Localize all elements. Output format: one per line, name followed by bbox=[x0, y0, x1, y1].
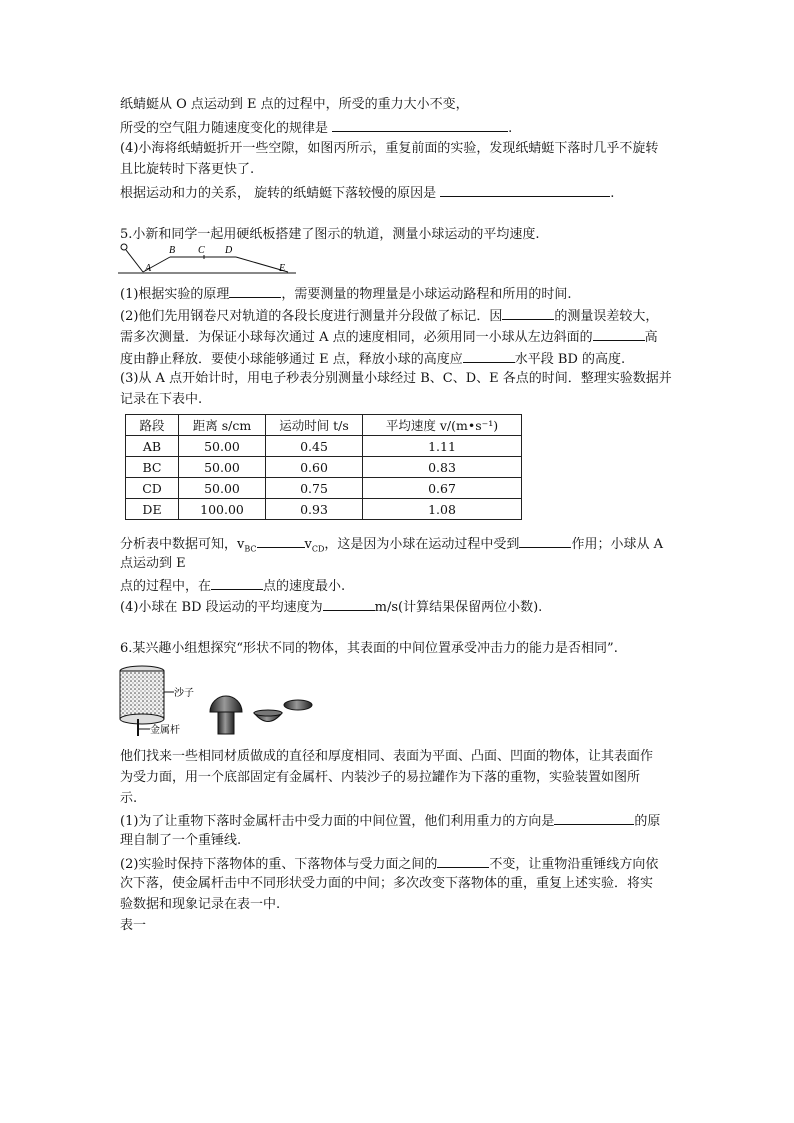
flat-object bbox=[284, 700, 312, 710]
table-cell: 50.00 bbox=[179, 436, 266, 457]
table-header-row bbox=[126, 415, 522, 436]
blank[interactable] bbox=[323, 597, 375, 611]
q6-part1-line1: (1)为了让重物下落时金属杆击中受力面的中间位置，他们利用重力的方向是 的原 bbox=[120, 811, 660, 831]
table-cell: 1.08 bbox=[363, 499, 522, 520]
label-sand: 沙子 bbox=[174, 688, 194, 699]
table-row bbox=[126, 436, 522, 457]
q5-part3-line2: 记录在下表中. bbox=[120, 392, 203, 407]
track-label-b: B bbox=[169, 245, 176, 256]
table-cell: BC bbox=[126, 457, 179, 478]
q4-line-3: (4)小海将纸蜻蜓折开一些空隙，如图丙所示，重复前面的实验，发现纸蜻蜓下落时几乎不旋转 bbox=[120, 141, 659, 156]
q5-part1: (1)根据实验的原理 ，需要测量的物理量是小球运动路程和所用的时间. bbox=[120, 284, 572, 304]
table-header: 路段 bbox=[126, 415, 179, 436]
table-row bbox=[126, 499, 522, 520]
q5-part2-line3: 度由静止释放．要使小球能够通过 E 点，释放小球的高度应 水平段 BD 的高度. bbox=[120, 349, 625, 369]
table-header: 距离 s/cm bbox=[179, 415, 266, 436]
blank[interactable] bbox=[593, 327, 645, 341]
q6-desc-line3: 示. bbox=[120, 791, 138, 806]
label-rod: 金属杆 bbox=[150, 725, 180, 736]
table-cell: 0.45 bbox=[266, 436, 363, 457]
table-header: 平均速度 v/(m•s⁻¹) bbox=[363, 415, 522, 436]
blank[interactable] bbox=[440, 183, 610, 197]
apparatus-figure bbox=[118, 664, 328, 742]
table-cell: 50.00 bbox=[179, 457, 266, 478]
table-cell: 1.11 bbox=[363, 436, 522, 457]
q4-line-5: 根据运动和力的关系， 旋转的纸蜻蜓下落较慢的原因是 . bbox=[120, 183, 614, 203]
q5-data-table bbox=[125, 414, 522, 520]
q6-part2-line3: 验数据和现象记录在表一中. bbox=[120, 897, 281, 912]
blank[interactable] bbox=[229, 284, 281, 298]
blank[interactable] bbox=[211, 576, 263, 590]
track-label-e: E bbox=[279, 263, 286, 274]
q5-analysis-line1: 分析表中数据可知，$v_{BC}$ $v_{CD}$，这是因为小球在运动过程中受到 作用；小球从 A bbox=[120, 534, 663, 559]
q6-part2-line2: 次下落，使金属杆击中不同形状受力面的中间；多次改变下落物体的重，重复上述实验．将实 bbox=[120, 876, 654, 891]
blank[interactable] bbox=[554, 811, 634, 825]
q5-analysis-line2: 点运动到 E bbox=[120, 556, 186, 571]
blank[interactable] bbox=[502, 306, 554, 320]
table-cell: 0.93 bbox=[266, 499, 363, 520]
q5-part2-line1: (2)他们先用钢卷尺对轨道的各段长度进行测量并分段做了标记．因 的测量误差较大， bbox=[120, 306, 658, 326]
q6-desc-line2: 为受力面，用一个底部固定有金属杆、内装沙子的易拉罐作为下落的重物，实验装置如图所 bbox=[120, 770, 641, 785]
q4-line-4: 且比旋转时下落更快了. bbox=[120, 162, 255, 177]
track-label-d: D bbox=[225, 245, 233, 256]
q5-analysis-line3: 点的过程中，在 点的速度最小. bbox=[120, 576, 345, 596]
q6-desc-line1: 他们找来一些相同材质做成的直径和厚度相同、表面为平面、凸面、凹面的物体，让其表面作 bbox=[120, 749, 654, 764]
table-cell: 0.67 bbox=[363, 478, 522, 499]
table-cell: 0.60 bbox=[266, 457, 363, 478]
table-cell: 50.00 bbox=[179, 478, 266, 499]
convex-object bbox=[210, 696, 242, 712]
table-cell: AB bbox=[126, 436, 179, 457]
table-row bbox=[126, 457, 522, 478]
track-figure bbox=[118, 240, 308, 278]
q4-line-1: 纸蜻蜓从 O 点运动到 E 点的过程中，所受的重力大小不变， bbox=[120, 97, 469, 112]
blank[interactable] bbox=[463, 349, 515, 363]
q5-part4: (4)小球在 BD 段运动的平均速度为 m/s(计算结果保留两位小数). bbox=[120, 597, 542, 617]
table-cell: CD bbox=[126, 478, 179, 499]
can-body bbox=[120, 671, 164, 719]
q4-line-2: 所受的空气阻力随速度变化的规律是 . bbox=[120, 118, 512, 138]
table-cell: 100.00 bbox=[179, 499, 266, 520]
table-row bbox=[126, 478, 522, 499]
q5-part3-line1: (3)从 A 点开始计时，用电子秒表分别测量小球经过 B、C、D、E 各点的时间．整理实验数据并 bbox=[120, 371, 672, 386]
blank[interactable] bbox=[519, 534, 571, 548]
track-label-a: A bbox=[145, 263, 152, 274]
blank[interactable] bbox=[257, 534, 305, 548]
q6-table-caption: 表一 bbox=[120, 918, 147, 933]
q5-part2-line2: 需多次测量．为保证小球每次通过 A 点的速度相同，必须用同一小球从左边斜面的 高 bbox=[120, 327, 658, 347]
blank[interactable] bbox=[332, 118, 508, 132]
table-cell: DE bbox=[126, 499, 179, 520]
table-header: 运动时间 t/s bbox=[266, 415, 363, 436]
q6-stem: 6.某兴趣小组想探究“形状不同的物体，其表面的中间位置承受冲击力的能力是否相同”. bbox=[120, 641, 618, 656]
table-cell: 0.83 bbox=[363, 457, 522, 478]
q6-part1-line2: 理自制了一个重锤线. bbox=[120, 833, 242, 848]
track-label-c: C bbox=[198, 245, 205, 256]
q5-stem: 5.小新和同学一起用硬纸板搭建了图示的轨道，测量小球运动的平均速度. bbox=[120, 227, 540, 242]
blank[interactable] bbox=[437, 854, 489, 868]
q6-part2-line1: (2)实验时保持下落物体的重、下落物体与受力面之间的 不变，让重物沿重锤线方向依 bbox=[120, 854, 658, 874]
table-cell: 0.75 bbox=[266, 478, 363, 499]
